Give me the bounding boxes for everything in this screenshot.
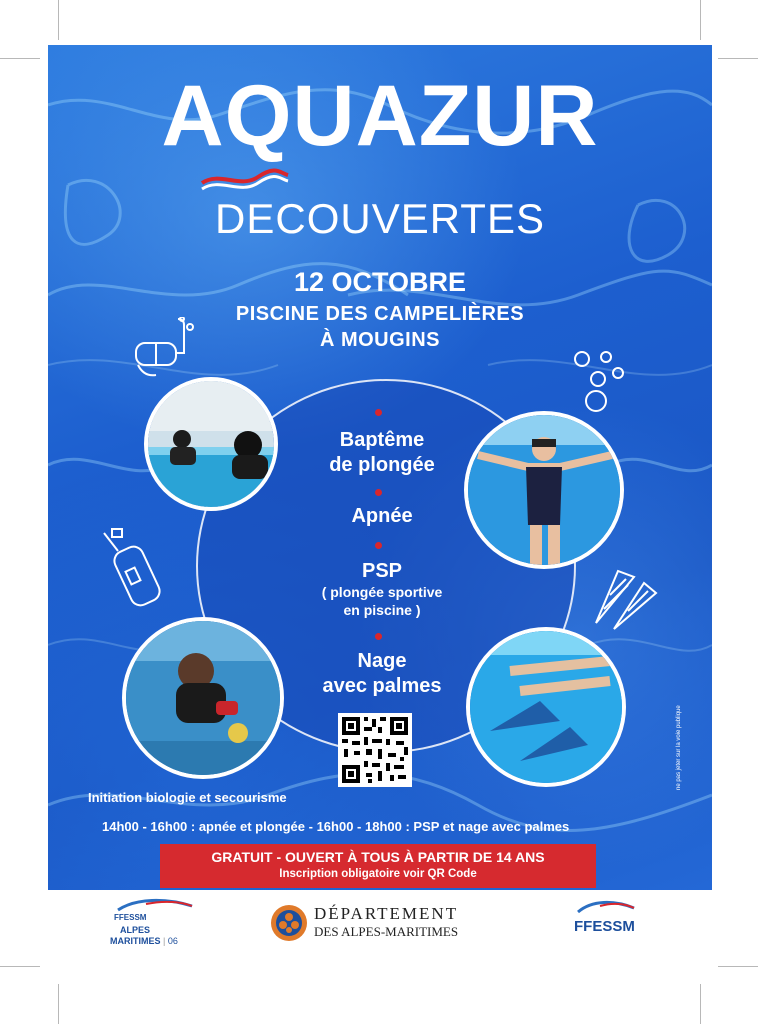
bullet-dot xyxy=(375,409,382,416)
bubbles-icon xyxy=(568,345,628,415)
banner-sub: Inscription obligatoire voir QR Code xyxy=(279,868,477,880)
venue-line-2: À MOUGINS xyxy=(319,329,441,351)
activity-label: de plongée xyxy=(329,454,435,476)
activity-label: PSP xyxy=(361,560,403,582)
poster-subtitle: DECOUVERTES xyxy=(215,195,545,242)
crop-mark xyxy=(58,0,59,40)
activity-label: Baptême xyxy=(339,429,425,451)
divers-illustration xyxy=(148,381,274,507)
poster xyxy=(48,45,712,890)
diving-mask-icon xyxy=(128,317,198,387)
activity-psp xyxy=(272,559,492,619)
crop-mark xyxy=(58,984,59,1024)
poster-title: AQUAZUR xyxy=(161,68,599,164)
bullet-dot xyxy=(375,633,382,640)
departement-emblem-icon xyxy=(270,904,308,942)
bullet-dot xyxy=(375,542,382,549)
vertical-note: ne pas jeter sur la voie publique xyxy=(676,705,682,790)
logo-text: FFESSM xyxy=(574,918,635,935)
crop-mark xyxy=(718,58,758,59)
crop-mark xyxy=(0,966,40,967)
crop-mark xyxy=(700,984,701,1024)
crop-mark xyxy=(700,0,701,40)
crop-mark xyxy=(0,58,40,59)
qr-code[interactable] xyxy=(338,713,412,787)
logo-text: FFESSM xyxy=(114,913,147,922)
photo-underwater-diver xyxy=(122,617,284,779)
logo-text: 06 xyxy=(167,936,178,946)
activity-apnee xyxy=(272,504,492,529)
activity-label: avec palmes xyxy=(322,675,442,697)
schedule-text: 14h00 - 16h00 : apnée et plongée - 16h00 - 18h00 : PSP et nage avec palmes xyxy=(102,819,570,834)
fins-swimmer-illustration xyxy=(470,631,622,783)
photo-fin-swimmer xyxy=(466,627,626,787)
activity-bapteme xyxy=(272,428,492,478)
fins-icon xyxy=(588,565,658,635)
diver-illustration xyxy=(126,621,280,775)
ffessm-logo xyxy=(574,896,644,946)
departement-logo xyxy=(270,902,490,946)
photo-diving-instructors xyxy=(144,377,278,511)
wave-logo-icon xyxy=(200,167,290,191)
scuba-tank-icon xyxy=(98,525,168,615)
wave-logo-icon xyxy=(116,896,196,914)
crop-mark xyxy=(718,966,758,967)
initiation-text: Initiation biologie et secourisme xyxy=(88,790,287,805)
banner-main: GRATUIT - OUVERT À TOUS À PARTIR DE 14 ANS xyxy=(211,849,545,865)
activity-sublabel: en piscine ) xyxy=(343,601,421,618)
event-date: 12 OCTOBRE xyxy=(293,267,467,297)
activity-label: Apnée xyxy=(351,505,413,527)
wave-logo-icon xyxy=(576,896,636,918)
logo-text: ALPES xyxy=(120,925,151,935)
venue-line-1: PISCINE DES CAMPELIÈRES xyxy=(235,303,525,325)
logo-text: MARITIMES xyxy=(110,936,161,946)
ffessm-alpes-maritimes-logo: FFESSM ALPES MARITIMES | 06 xyxy=(110,896,200,952)
swimmer-illustration xyxy=(468,415,620,565)
qr-code-icon xyxy=(338,713,412,787)
registration-banner xyxy=(160,844,596,888)
photo-freediver xyxy=(464,411,624,569)
departement-line-1: DÉPARTEMENT xyxy=(314,904,459,923)
bullet-dot xyxy=(375,489,382,496)
departement-line-2: DES ALPES-MARITIMES xyxy=(314,924,459,939)
activity-nage-palmes xyxy=(272,649,492,699)
activity-label: Nage xyxy=(357,650,407,672)
activity-sublabel: ( plongée sportive xyxy=(321,584,443,600)
